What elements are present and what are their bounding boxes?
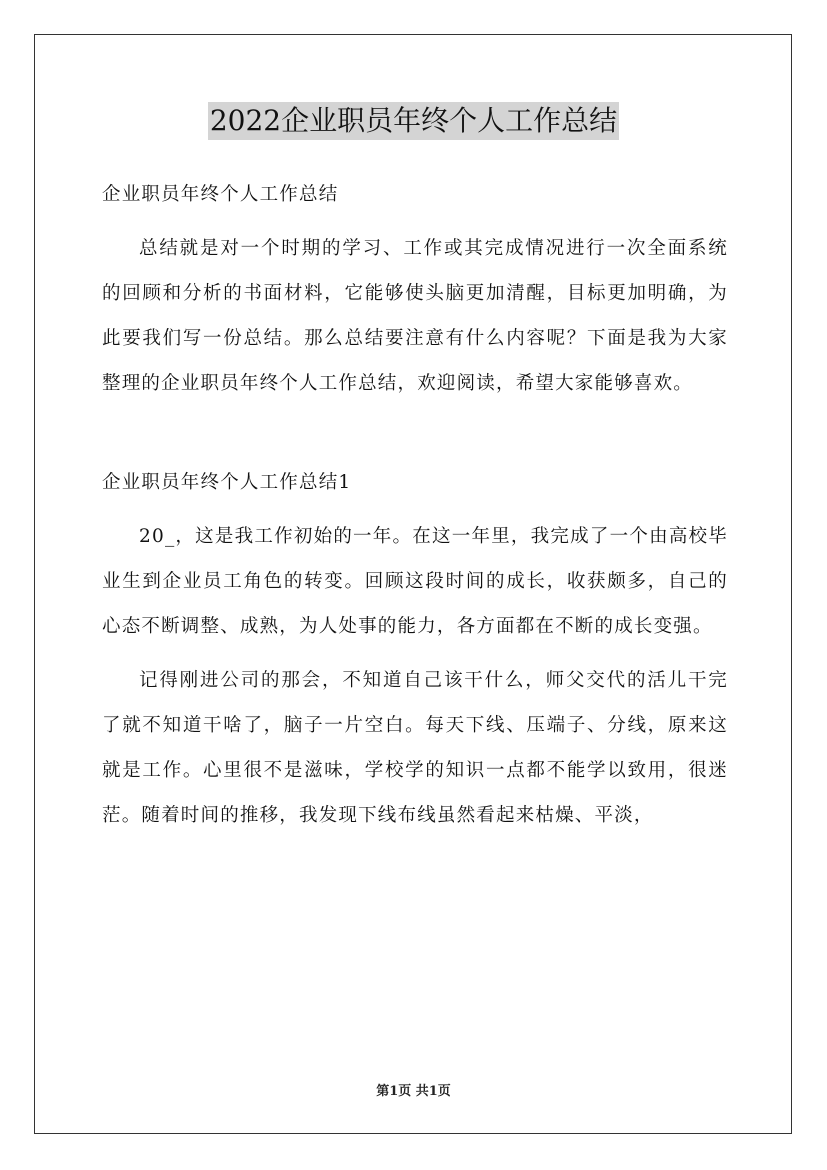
page-footer: 第1页 共1页: [376, 1084, 451, 1099]
section1-paragraph: 20_，这是我工作初始的一年。在这一年里，我完成了一个由高校毕业生到企业员工角色的转变。回顾这段时间的成长，收获颇多，自己的心态不断调整、成熟，为人处事的能力，各方面都在不断的成长变强。: [102, 526, 728, 637]
intro-paragraph: 总结就是对一个时期的学习、工作或其完成情况进行一次全面系统的回顾和分析的书面材料，它能够使头脑更加清醒，目标更加明确，为此要我们写一份总结。那么总结要注意有什么内容呢？下面是我为大家整理的企业职员年终个人工作总结，欢迎阅读，希望大家能够喜欢。: [102, 238, 728, 394]
spacer: [102, 406, 728, 460]
spacer: [102, 505, 728, 514]
document-body: [102, 172, 728, 838]
intro-heading: 企业职员年终个人工作总结: [102, 184, 339, 205]
spacer: [102, 217, 728, 226]
spacer: [102, 649, 728, 658]
title-container: [0, 102, 827, 140]
section1-heading: 企业职员年终个人工作总结1: [102, 472, 352, 493]
section1-paragraph: 记得刚进公司的那会，不知道自己该干什么，师父交代的活儿干完了就不知道干啥了，脑子一片空白。每天下线、压端子、分线，原来这就是工作。心里很不是滋味，学校学的知识一点都不能学以致用，很迷茫。随着时间的推移，我发现下线布线虽然看起来枯燥、平淡，: [102, 670, 728, 826]
document-title: 2022企业职员年终个人工作总结: [208, 102, 619, 140]
